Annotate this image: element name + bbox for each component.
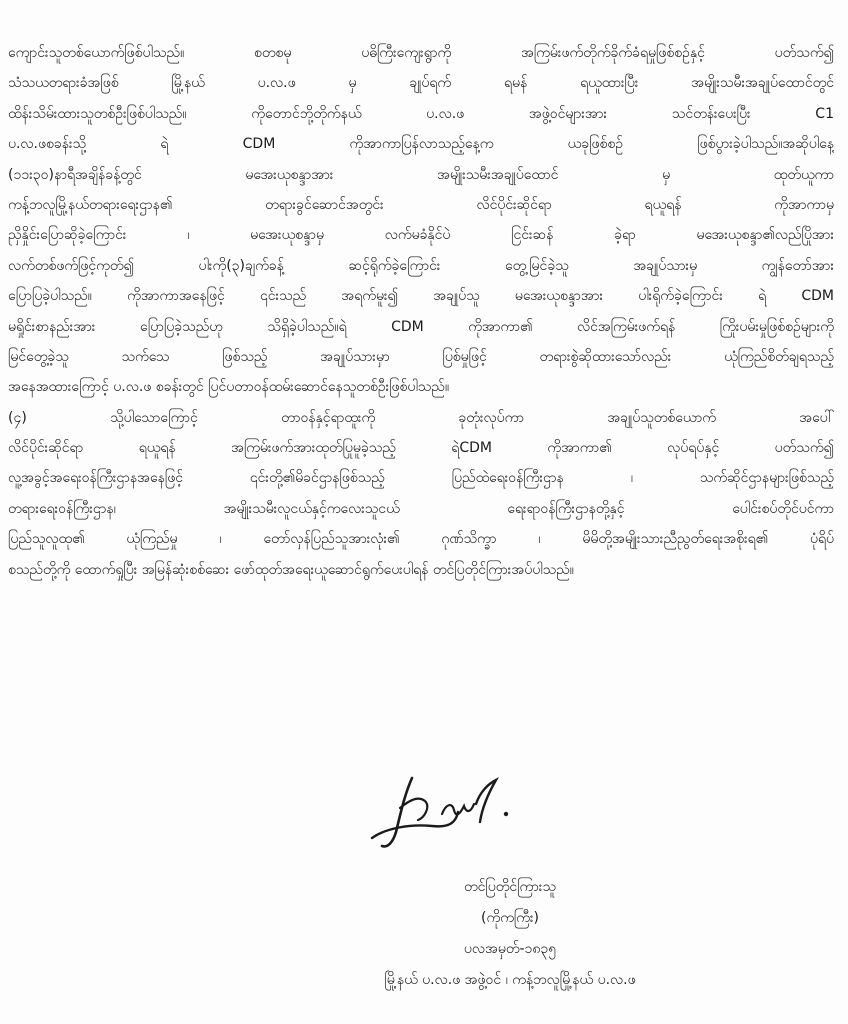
text-line: တရားရေးဝန်ကြီးဌာန၊ အမျိုးသမီးလူငယ်နှင့်ကလေးသူငယ် ရေးရာဝန်ကြီးဌာနတို့နှင့် ပေါင်းစပ်တိုင်ပင်ကာ: [8, 500, 834, 517]
text-line: လူ့အခွင့်အရေးဝန်ကြီးဌာနအနေဖြင့် ၎င်းတို့၏မိခင်ဌာနဖြစ်သည့် ပြည်ထဲရေးဝန်ကြီးဌာန ၊ သက်ဆိုင်ဌာနများဖြစ်သည့်: [8, 470, 834, 487]
signatory-id: ပလအမှတ်-၁၈၃၅: [463, 941, 557, 957]
text-line: မရှိုင်းစာနည်းအား ပြောပြခဲ့သည်ဟု သိရှိခဲ့ပါသည်။ရဲ CDM ကိုအာကာ၏ လိင်အကြမ်းဖက်ရန် ကြိုးပမ်းမှုဖြစ်စဉ်များကို: [8, 318, 834, 335]
signature-icon: [360, 768, 530, 858]
text-line: ကျောင်းသူတစ်ယောက်ဖြစ်ပါသည်။ စတစမု ပဓိကြီးကျေးရွာကို အကြမ်းဖက်တိုက်ခိုက်ခံရမှုဖြစ်စဉ်နှင့် ပတ်သက်၍: [8, 45, 834, 61]
letter-body: [8, 38, 834, 585]
text-line: ကန့်ဘလူမြို့နယ်တရားရေးဌာန၏ တရားခွင်ဆောင်အတွင်း လိင်ပိုင်းဆိုင်ရာ ရယူရန် ကိုအာကာမှ: [8, 196, 834, 213]
text-line: (၁၁း၃၀)နာရီအချိန်ခန့်တွင် မအေးယုစန္ဒာအား အမျိုးသမီးအချုပ်ထောင် မှ ထုတ်ယူကာ: [8, 166, 834, 183]
text-line: သံသယတရားခံအဖြစ် မြို့နယ် ပ.လ.ဖ မှ ချုပ်ရက် ရမန် ရယူထားပြီး အမျိုးသမီးအချုပ်ထောင်တွင်: [8, 75, 834, 92]
text-line: အနေအထားကြောင့် ပ.လ.ဖ စခန်းတွင် ပြင်ပတာဝန်ထမ်းဆောင်နေသူတစ်ဦးဖြစ်ပါသည်။: [8, 379, 450, 396]
text-line: ညှိနှိုင်းပြောဆိုခဲ့ကြောင်း ၊ မအေးယုစန္ဒာမှ လက်မခံနိုင်ပဲ ငြင်းဆန် ခဲ့ရာ မအေးယုစန္ဒာ၏လည်ပြိုအား: [8, 227, 834, 244]
paragraph-1: [8, 38, 834, 403]
signature-block: [300, 872, 720, 996]
text-line: လက်တစ်ဖက်ဖြင့်ကုတ်၍ ပါးကို(၃)ချက်ခန့် ဆင့်ရိုက်ခဲ့ကြောင်း တွေ့မြင်ခဲ့သူ အချုပ်သားမှ ကျွန်တော်အား: [8, 257, 834, 274]
signatory-name: (ကိုကကြီး): [481, 910, 539, 926]
text-line: လိင်ပိုင်းဆိုင်ရာ ရယူရန် အကြမ်းဖက်အားထုတ်ပြုမူခဲ့သည့် ရဲCDM ကိုအာကာ၏ လုပ်ရပ်နှင့် ပတ်သက်၍: [8, 440, 834, 457]
paragraph-2: [8, 403, 834, 585]
text-line: (၄) သို့ပါသောကြောင့် တာဝန်နှင့်ရာထူးကို ခုတုံးလုပ်ကာ အချုပ်သူတစ်ယောက် အပေါ်: [8, 409, 834, 426]
signatory-unit: မြို့နယ် ပ.လ.ဖ အဖွဲ့ဝင် ၊ ကန့်ဘလူမြို့နယ် ပ.လ.ဖ: [384, 972, 636, 988]
text-line: မြင်တွေ့ခဲ့သူ သက်သေ ဖြစ်သည့် အချုပ်သားမှာ ပြစ်မှုဖြင့် တရားစွဲဆိုထားသော်လည်း ယုံကြည်စိတ်ချရသည့်: [8, 348, 834, 365]
text-line: ပြောပြခဲ့ပါသည်။ ကိုအာကာအနေဖြင့် ၎င်းသည် အရက်မူး၍ အချုပ်သူ မအေးယုစန္ဒာအား ပါးရိုက်ခဲ့ကြောင်း ရဲ CDM: [8, 288, 834, 305]
signatory-title: တင်ပြတိုင်ကြားသူ: [463, 879, 557, 895]
text-line: ပြည်သူလူထု၏ ယုံကြည်မှု ၊ တော်လှန်ပြည်သူအားလုံး၏ ဂုဏ်သိက္ခာ ၊ မိမိတို့အမျိုးသားညီညွတ်ရေးအစိုးရ၏ ပုံရိပ်: [8, 531, 834, 548]
text-line: ပ.လ.ဖစခန်းသို့ ရဲ CDM ကိုအာကာပြန်လာသည့်နေ့က ယခုဖြစ်စဉ် ဖြစ်ပွားခဲ့ပါသည်။အဆိုပါနေ့: [8, 136, 834, 153]
text-line: စသည်တို့ကို ထောက်ရှုပြီး အမြန်ဆုံးစစ်ဆေး ဖော်ထုတ်အရေးယူဆောင်ရွက်ပေးပါရန် တင်ပြတိုင်ကြားအပ်ပါသည်။: [8, 561, 574, 578]
text-line: ထိန်းသိမ်းထားသူတစ်ဦးဖြစ်ပါသည်။ ကိုတောင်ဘို့တိုက်နယ် ပ.လ.ဖ အဖွဲ့ဝင်များအား သင်တန်းပေးပြီး C1: [8, 105, 834, 122]
